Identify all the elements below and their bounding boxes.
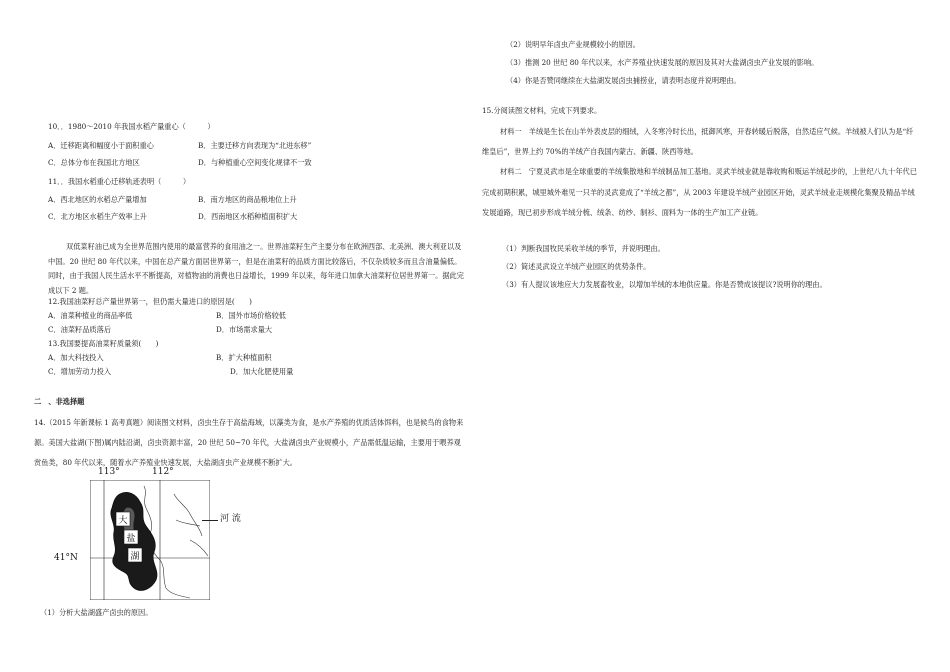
q13-option-d: D．加大化肥使用量 bbox=[230, 367, 294, 376]
q13-option-c: C．增加劳动力投入 bbox=[48, 367, 112, 376]
q12-option-d: D．市场需求量大 bbox=[216, 325, 273, 334]
map-longitude-113: 113° bbox=[98, 467, 120, 477]
question-13: 13.我国要提高油菜籽质量须( ) bbox=[48, 339, 159, 348]
material-2: 材料二 宁夏灵武市是全球重要的羊绒集散地和羊绒制品加工基地。灵武羊绒业就是靠收购和贩运羊绒起步的，上世纪八九十年代已完成初期积累，城里城外难见一只羊的灵武竟成了“羊绒之都”，从 2003 年建设羊绒产业园区开始，灵武羊绒业走规模化集聚及精品羊绒发展道路，现已初步形成羊绒分梳、绒条、纺纱、制衫、面料为一体的生产加工产业链。 bbox=[482, 167, 917, 217]
river-leader-line bbox=[202, 520, 218, 521]
q13-option-a: A．加大科技投入 bbox=[48, 353, 104, 362]
question-15-stem: 15.分阅读图文材料，完成下列要求。 bbox=[482, 106, 602, 115]
great-salt-lake-map bbox=[90, 480, 210, 600]
question-14-part-3: （3）推测 20 世纪 80 年代以来，水产养殖业快速发展的原因及其对大盐湖卤虫产业发展的影响。 bbox=[506, 58, 819, 67]
question-15-part-2: （2）简述灵武设立羊绒产业园区的优势条件。 bbox=[502, 262, 651, 271]
question-14-part-4: （4）你是否赞同继续在大盐湖发展卤虫捕捞业，请表明态度并说明理由。 bbox=[506, 76, 741, 85]
map-lake-char-1: 大 bbox=[118, 516, 128, 526]
q10-option-a: A．迁移距离和幅度小于面积重心 bbox=[48, 141, 154, 150]
q10-option-b: B．主要迁移方向表现为“北进东移” bbox=[198, 141, 312, 150]
question-15-part-3: （3）有人提议该地应大力发展畜牧业，以增加羊绒的本地供应量。你是否赞成该提议?说明你的理由。 bbox=[502, 280, 827, 289]
map-longitude-112: 112° bbox=[152, 467, 174, 477]
q11-option-a: A．西北地区的水稻总产量增加 bbox=[48, 195, 147, 204]
question-12: 12.我国油菜籽总产量世界第一，但仍需大量进口的原因是( ) bbox=[48, 297, 252, 306]
q10-option-d: D．与种植重心空间变化规律不一致 bbox=[198, 158, 312, 167]
section-heading: 二 、非选择题 bbox=[34, 397, 85, 406]
map-latitude-41n: 41°N bbox=[54, 553, 78, 563]
q11-option-d: D．西南地区水稻种植面积扩大 bbox=[198, 212, 298, 221]
q10-option-c: C．总体分布在我国北方地区 bbox=[48, 158, 140, 167]
rapeseed-passage: 双低菜籽油已成为全世界范围内使用的最富营养的食用油之一。世界油菜籽生产主要分布在欧洲西部、北美洲、澳大利亚以及中国。20 世纪 80 年代以来，中国在总产量方面居世界第一，但是在油菜籽的品质方面比较落后，不仅杂质较多而且含油量偏低。同时，由于我国人民生活水平不断提高，对植物油的消费也日益增长，1999 年以来，每年进口加拿大油菜籽位居世界第一。据此完成以下 2 题。 bbox=[48, 242, 464, 295]
q11-option-b: B．南方地区的商品粮地位上升 bbox=[198, 195, 297, 204]
question-11: 11．．我国水稻重心迁移轨迹表明（ ） bbox=[48, 177, 191, 186]
map-lake-char-3: 湖 bbox=[130, 552, 140, 562]
q12-option-a: A．油菜种植业的商品率低 bbox=[48, 311, 133, 320]
question-14-part-1: （1）分析大盐湖盛产卤虫的原因。 bbox=[40, 608, 153, 617]
map-river-label: 河 流 bbox=[220, 514, 241, 524]
question-14-stem: 14.（2015 年新课标 1 高考真题）阅读图文材料，卤虫生存于高盐海域，以藻类为食，是水产养殖的优质活体饵料，也是候鸟的食物来源。美国大盐湖(下图)属内陆沿湖，卤虫资源丰富，20 世纪 50~70 年代，大盐湖卤虫产业规模小，产品需低温运输，主要用于喂养观赏鱼类，80 年代以来，随着水产养殖业快速发展，大盐湖卤虫产业规模不断扩大。 bbox=[34, 418, 464, 467]
q13-option-b: B．扩大种植面积 bbox=[216, 353, 272, 362]
q11-option-c: C．北方地区水稻生产效率上升 bbox=[48, 212, 147, 221]
map-lake-char-2: 盐 bbox=[126, 534, 136, 544]
q12-option-c: C．油菜籽品质落后 bbox=[48, 325, 112, 334]
question-14-part-2: （2）说明早年卤虫产业规模较小的原因。 bbox=[506, 40, 640, 49]
question-10: 10．．1980～2010 年我国水稻产量重心（ ） bbox=[48, 122, 215, 131]
material-1: 材料一 羊绒是生长在山羊外表皮层的细绒，入冬寒冷时长出，抵御风寒，开春转暖后脱落，自然适应气候。羊绒被人们认为是“纤维皇后”，世界上约 70%的羊绒产自我国内蒙古、新疆、陕西等地。 bbox=[482, 127, 914, 156]
q12-option-b: B．国外市场价格较低 bbox=[216, 311, 286, 320]
question-15-part-1: （1）判断我国牧民采收羊绒的季节，并说明理由。 bbox=[502, 244, 665, 253]
